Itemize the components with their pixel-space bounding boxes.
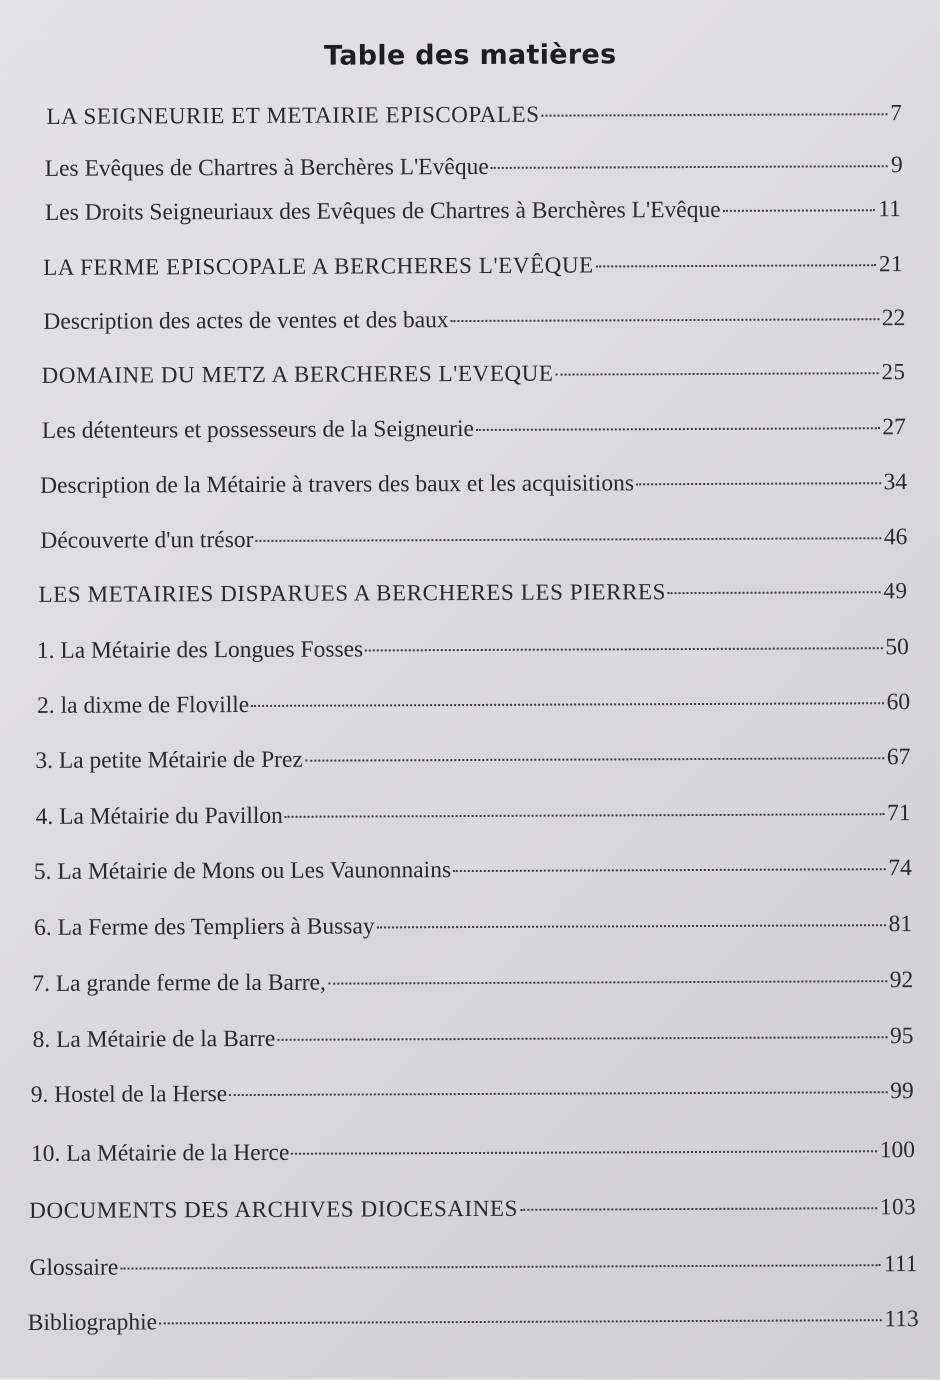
dot-leader xyxy=(556,372,879,375)
toc-entry xyxy=(31,1135,915,1169)
toc-entry-label: Les Droits Seigneuriaux des Evêques de Chartres à Berchères L'Evêque xyxy=(44,196,721,226)
dot-leader xyxy=(491,165,888,169)
dot-leader xyxy=(636,482,881,485)
toc-entry-label: Glossaire xyxy=(29,1254,119,1281)
toc-entry xyxy=(34,853,912,887)
toc-entry-label: Découverte d'un trésor xyxy=(40,526,254,554)
toc-entry-page-number: 22 xyxy=(881,305,906,332)
toc-entry xyxy=(35,798,910,832)
dot-leader xyxy=(328,980,887,984)
toc-entry xyxy=(45,194,901,228)
toc-entry xyxy=(29,1249,917,1283)
dot-leader xyxy=(476,427,879,431)
toc-entry-label: LA FERME EPISCOPALE A BERCHERES L'EVÊQUE xyxy=(43,252,594,280)
toc-entry-page-number: 11 xyxy=(878,196,901,223)
toc-entry xyxy=(42,357,906,391)
toc-entry-label: Description des actes de ventes et des baux xyxy=(43,307,449,335)
toc-entry xyxy=(40,522,907,556)
dot-leader xyxy=(723,209,876,212)
dot-leader xyxy=(285,813,884,818)
dot-leader xyxy=(159,1319,881,1324)
dot-leader xyxy=(277,1036,887,1041)
toc-entry xyxy=(28,1304,919,1338)
toc-entry-page-number: 25 xyxy=(881,359,906,385)
toc-entry-page-number: 7 xyxy=(890,100,903,126)
toc-entry xyxy=(46,98,902,132)
toc-entry-label: 1. La Métairie des Longues Fosses xyxy=(36,636,364,664)
toc-entry-page-number: 95 xyxy=(889,1023,914,1050)
toc-entry-page-number: 100 xyxy=(879,1137,916,1164)
toc-entry-label: Description de la Métairie à travers des baux et les acquisitions xyxy=(40,470,635,499)
toc-entry-page-number: 74 xyxy=(888,855,912,882)
toc-entry-label: 2. la dixme de Floville xyxy=(37,691,250,719)
toc-entry-label: 10. La Métairie de la Herce xyxy=(30,1139,290,1167)
toc-entry xyxy=(35,742,910,776)
toc-entry-label: 3. La petite Métairie de Prez xyxy=(35,746,303,774)
toc-entry xyxy=(32,965,913,999)
toc-entry-page-number: 81 xyxy=(888,911,913,938)
dot-leader xyxy=(255,537,880,542)
toc-entry-page-number: 113 xyxy=(884,1306,919,1333)
toc-entry-page-number: 71 xyxy=(886,800,911,827)
toc-entry-page-number: 21 xyxy=(878,251,904,277)
toc-entry-page-number: 111 xyxy=(883,1251,918,1278)
dot-leader xyxy=(668,591,880,594)
toc-entry-page-number: 27 xyxy=(882,414,906,441)
toc-entry-label: 8. La Métairie de la Barre xyxy=(32,1025,276,1053)
toc-entry xyxy=(45,150,903,184)
toc-entry xyxy=(43,249,903,283)
toc-entry xyxy=(34,909,912,943)
toc-entry xyxy=(29,1192,916,1226)
toc-entry-page-number: 60 xyxy=(886,689,911,716)
toc-entry-label: DOMAINE DU METZ A BERCHERES L'EVEQUE xyxy=(41,360,554,388)
dot-leader xyxy=(229,1091,887,1096)
toc-entry-label: LA SEIGNEURIE ET METAIRIE EPISCOPALES xyxy=(46,101,540,129)
toc-entry-label: Les détenteurs et possesseurs de la Seigneurie xyxy=(41,415,474,444)
dot-leader xyxy=(453,868,885,872)
dot-leader xyxy=(291,1150,876,1155)
dot-leader xyxy=(251,702,883,707)
toc-title: Table des matières xyxy=(323,39,617,72)
toc-entry-page-number: 92 xyxy=(889,967,914,994)
toc-entry xyxy=(32,1021,913,1055)
toc-entry xyxy=(31,1076,914,1110)
dot-leader xyxy=(305,757,884,762)
toc-entry-page-number: 46 xyxy=(883,524,908,551)
dot-leader xyxy=(365,647,882,651)
toc-entry xyxy=(43,303,905,337)
toc-entry-page-number: 34 xyxy=(883,469,908,496)
toc-entry xyxy=(42,412,906,446)
toc-entry xyxy=(37,632,909,666)
dot-leader xyxy=(596,264,876,267)
toc-entry-page-number: 49 xyxy=(883,578,908,604)
toc-entry-label: 7. La grande ferme de la Barre, xyxy=(32,969,326,997)
toc-entry-label: Les Evêques de Chartres à Berchères L'Evêque xyxy=(44,153,489,182)
toc-entry xyxy=(40,467,907,501)
toc-entry-page-number: 67 xyxy=(886,744,911,771)
toc-entry-label: Bibliographie xyxy=(27,1309,158,1336)
dot-leader xyxy=(451,318,879,322)
toc-entry-page-number: 103 xyxy=(879,1194,917,1220)
toc-entry-label: 4. La Métairie du Pavillon xyxy=(35,802,283,830)
toc-entry-label: LES METAIRIES DISPARUES A BERCHERES LES PIERRES xyxy=(38,579,667,607)
toc-entry xyxy=(39,576,908,610)
toc-entry-label: 6. La Ferme des Templiers à Bussay xyxy=(33,913,375,941)
toc-entry-label: DOCUMENTS DES ARCHIVES DIOCESAINES xyxy=(29,1195,519,1223)
toc-entry-page-number: 9 xyxy=(890,152,903,179)
toc-entry-label: 9. Hostel de la Herse xyxy=(30,1081,228,1108)
toc-entry-label: 5. La Métairie de Mons ou Les Vaunonnains xyxy=(33,857,452,885)
toc-entry xyxy=(37,687,910,721)
toc-entry-page-number: 50 xyxy=(885,634,909,661)
dot-leader xyxy=(377,924,886,928)
dot-leader xyxy=(520,1207,877,1211)
dot-leader xyxy=(542,113,888,117)
toc-entry-page-number: 99 xyxy=(890,1078,914,1105)
dot-leader xyxy=(120,1264,881,1269)
